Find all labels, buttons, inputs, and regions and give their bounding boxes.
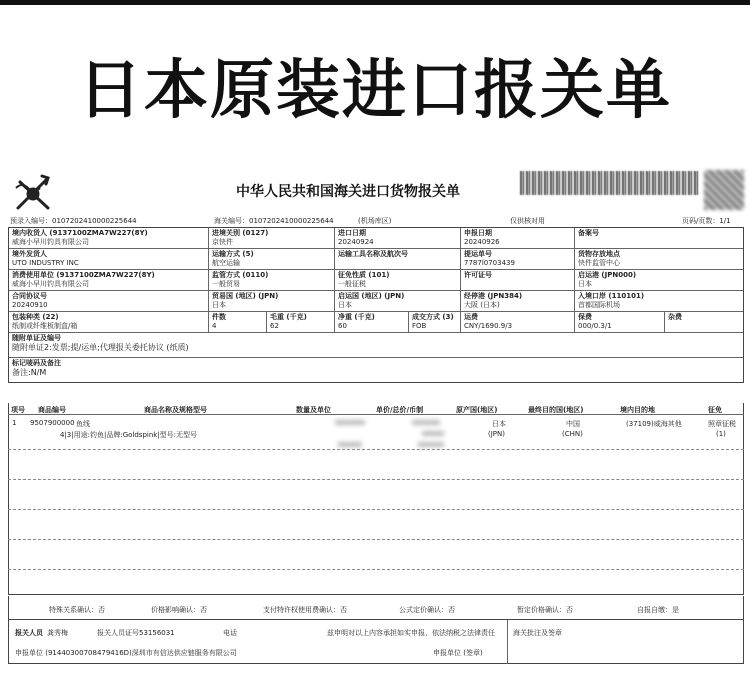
cell-value: 日本 <box>338 301 352 309</box>
cell-label: 启运国 (地区) (JPN) <box>338 292 405 300</box>
cell-label: 备案号 <box>578 229 599 237</box>
special-relation: 特殊关系确认：否 <box>49 606 105 614</box>
header-cell <box>461 312 575 332</box>
cell-label: 境外发货人 <box>12 250 47 258</box>
declarant-label: 报关人员 <box>15 629 43 637</box>
cell-value: 000/0.3/1 <box>578 322 612 330</box>
goods-dest-code: (CHN) <box>562 430 583 438</box>
top-border <box>0 0 750 5</box>
col-quantity: 数量及单位 <box>296 406 331 414</box>
customs-number: 海关编号：0107202410000225644 <box>214 217 334 225</box>
redacted-unit <box>338 442 362 447</box>
cell-label: 境内收货人 (9137100ZMA7W227(8Y) <box>12 229 148 237</box>
cell-value: 60 <box>338 322 347 330</box>
goods-spec: 4|3|用途:钓鱼|品牌:Goldspink|型号:无型号 <box>60 431 198 439</box>
marks-value: 备注:N/M <box>12 368 47 377</box>
header-cell <box>461 249 575 269</box>
qr-code <box>704 170 744 210</box>
goods-levy: 照章征税 <box>708 420 736 428</box>
cell-label: 申报日期 <box>464 229 492 237</box>
preentry-number: 预录入编号：0107202410000225644 <box>10 217 137 225</box>
cell-label: 净重 (千克) <box>338 313 375 321</box>
cell-value: 20240926 <box>464 238 500 246</box>
cell-value: 首都国际机场 <box>578 301 620 309</box>
cell-value: 航空运输 <box>212 259 240 267</box>
header-cell <box>575 228 743 248</box>
goods-header <box>8 403 744 415</box>
price-impact: 价格影响确认：否 <box>151 606 207 614</box>
header-cell <box>9 291 209 311</box>
goods-levy-code: (1) <box>716 430 726 438</box>
header-cell <box>575 291 743 311</box>
customs-emblem-icon <box>12 172 54 214</box>
cell-value: 京快件 <box>212 238 233 246</box>
cell-label: 运输工具名称及航次号 <box>338 250 408 258</box>
footer-divider <box>507 620 508 664</box>
col-origin: 原产国(地区) <box>456 406 498 414</box>
declarant-cert: 报关人员证号53156031 <box>97 629 175 637</box>
cell-value: 快件监管中心 <box>578 259 620 267</box>
header-cell <box>461 228 575 248</box>
banner-title: 日本原装进口报关单 <box>78 54 672 128</box>
self-payment: 自报自缴：是 <box>637 606 679 614</box>
barcode <box>520 171 698 195</box>
phone-label: 电话 <box>223 629 237 637</box>
page-count: 页码/页数：1/1 <box>682 217 731 225</box>
cell-label: 监管方式 (0110) <box>212 271 269 279</box>
row-divider <box>8 509 744 510</box>
declaring-unit: 申报单位 (91440300708479416D)深圳市有信达供应链服务有限公司 <box>15 649 237 657</box>
docs-value: 随附单证2:发票;提/运单;代理报关委托协议 (纸质) <box>12 343 189 352</box>
cell-label: 进口日期 <box>338 229 366 237</box>
customs-approval: 海关批注及签章 <box>513 629 562 637</box>
cell-value: 4 <box>212 322 217 330</box>
declarant-name: 龚秀梅 <box>47 629 68 637</box>
footer <box>8 620 744 664</box>
row-divider <box>8 479 744 480</box>
header-cell <box>335 228 461 248</box>
col-hs-code: 商品编号 <box>38 406 66 414</box>
header-cell <box>9 249 209 269</box>
redacted-quantity <box>335 420 365 425</box>
legal-statement: 兹申明对以上内容承担如实申报、依法纳税之法律责任 <box>327 629 495 637</box>
cell-value: 日本 <box>212 301 226 309</box>
header-cell <box>267 312 335 332</box>
cell-label: 成交方式 (3) <box>412 313 454 321</box>
goods-domestic-dest: (37109)威海其他 <box>626 420 682 428</box>
provisional-price: 暂定价格确认：否 <box>517 606 573 614</box>
col-domestic-dest: 境内目的地 <box>620 406 655 414</box>
cell-value: 大阪 (日本) <box>464 301 500 309</box>
col-price: 单价/总价/币制 <box>376 406 424 414</box>
royalty-payment: 支付特许权使用费确认：否 <box>263 606 347 614</box>
formula-pricing: 公式定价确认：否 <box>399 606 455 614</box>
header-row <box>9 312 743 333</box>
docs-label: 随附单证及编号 <box>12 334 61 342</box>
header-cell <box>575 312 665 332</box>
row-divider <box>8 539 744 540</box>
goods-hs-code: 9507900000 <box>30 419 75 427</box>
col-dest-country: 最终目的国(地区) <box>528 406 584 414</box>
header-cell <box>575 270 743 290</box>
cell-value: CNY/1690.9/3 <box>464 322 513 330</box>
cell-value: UTO INDUSTRY INC <box>12 259 79 267</box>
cell-value: 20240910 <box>12 301 48 309</box>
header-cell <box>335 312 409 332</box>
unit-seal: 申报单位 (签章) <box>433 649 483 657</box>
marks-label: 标记唛码及备注 <box>12 359 61 367</box>
cell-label: 件数 <box>212 313 226 321</box>
col-levy: 征免 <box>708 406 722 414</box>
row-divider <box>8 569 744 570</box>
header-row <box>9 291 743 312</box>
cell-label: 合同协议号 <box>12 292 47 300</box>
cell-label: 杂费 <box>668 313 682 321</box>
cell-value: 一般征税 <box>338 280 366 288</box>
marks-cell <box>9 358 743 382</box>
goods-origin-code: (JPN) <box>488 430 505 438</box>
cell-label: 启运港 (JPN000) <box>578 271 637 279</box>
header-cell <box>409 312 461 332</box>
redacted-total-price <box>422 431 444 436</box>
header-cell <box>9 312 209 332</box>
goods-name: 鱼线 <box>76 420 90 428</box>
header-grid <box>8 227 744 383</box>
cell-label: 运费 <box>464 313 478 321</box>
header-row <box>9 228 743 249</box>
cell-value: 7787l0703439 <box>464 259 515 267</box>
header-cell <box>209 228 335 248</box>
cell-label: 运输方式 (5) <box>212 250 254 258</box>
marks-row <box>9 358 743 382</box>
cell-label: 毛重 (千克) <box>270 313 307 321</box>
cell-label: 提运单号 <box>464 250 492 258</box>
cell-label: 经停港 (JPN384) <box>464 292 523 300</box>
goods-item-no: 1 <box>12 419 17 427</box>
header-cell <box>665 312 743 332</box>
goods-origin: 日本 <box>492 420 506 428</box>
redacted-currency <box>418 442 444 447</box>
cell-label: 许可证号 <box>464 271 492 279</box>
cell-value: 一般贸易 <box>212 280 240 288</box>
header-cell <box>209 270 335 290</box>
cell-label: 征免性质 (101) <box>338 271 390 279</box>
header-cell <box>209 312 267 332</box>
col-name-spec: 商品名称及规格型号 <box>144 406 207 414</box>
header-cell <box>461 291 575 311</box>
header-cell <box>9 228 209 248</box>
row-divider <box>8 449 744 450</box>
cell-value: 威海小早川钓具有限公司 <box>12 238 89 246</box>
form-title: 中华人民共和国海关进口货物报关单 <box>236 184 460 200</box>
cell-value: 纸制或纤维板制盒/箱 <box>12 322 78 330</box>
header-cell <box>209 291 335 311</box>
header-row <box>9 270 743 291</box>
cell-label: 包装种类 (22) <box>12 313 59 321</box>
header-row <box>9 249 743 270</box>
cell-label: 货物存放地点 <box>578 250 620 258</box>
docs-row <box>9 333 743 358</box>
header-cell <box>209 249 335 269</box>
cell-label: 入境口岸 (110101) <box>578 292 645 300</box>
goods-dest: 中国 <box>566 420 580 428</box>
cell-label: 保费 <box>578 313 592 321</box>
verify-note: 仅供核对用 <box>510 217 545 225</box>
cell-value: 20240924 <box>338 238 374 246</box>
confirmation-row <box>8 596 744 620</box>
port-area: (机场库区) <box>358 217 392 225</box>
cell-value: 威海小早川钓具有限公司 <box>12 280 89 288</box>
header-cell <box>9 270 209 290</box>
cell-value: 日本 <box>578 280 592 288</box>
header-cell <box>335 270 461 290</box>
cell-label: 贸易国 (地区) (JPN) <box>212 292 279 300</box>
cell-value: 62 <box>270 322 279 330</box>
redacted-unit-price <box>412 420 440 425</box>
header-cell <box>461 270 575 290</box>
header-cell <box>335 249 461 269</box>
header-cell <box>575 249 743 269</box>
header-cell <box>335 291 461 311</box>
col-item-no: 项号 <box>11 406 25 414</box>
cell-value: FOB <box>412 322 427 330</box>
docs-cell <box>9 333 743 357</box>
cell-label: 消费使用单位 (9137100ZMA7W227(8Y) <box>12 271 155 279</box>
cell-label: 进境关别 (0127) <box>212 229 269 237</box>
